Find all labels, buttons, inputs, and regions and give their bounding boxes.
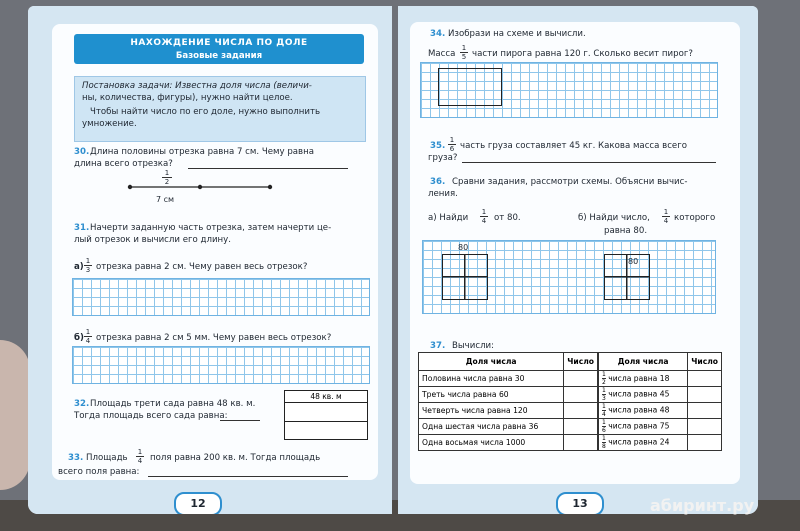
table-row bbox=[419, 435, 598, 451]
left-page bbox=[28, 6, 392, 514]
task-text: которого bbox=[674, 213, 716, 223]
table-row bbox=[599, 419, 722, 435]
right-page bbox=[398, 6, 758, 514]
grid-answer-area[interactable] bbox=[72, 346, 370, 384]
task-text: Тогда площадь всего сада равна: bbox=[74, 411, 228, 421]
fraction: $\frac{1}{4}$ bbox=[85, 328, 91, 345]
cell: Половина числа равна 30 bbox=[419, 371, 564, 387]
page-number: 13 bbox=[556, 492, 604, 514]
task-text: Вычисли: bbox=[452, 341, 495, 351]
fraction: $\frac{1}{4}$ bbox=[481, 208, 487, 225]
task-text: Сравни задания, рассмотри схемы. Объясни вычис- bbox=[452, 177, 688, 187]
table-row bbox=[599, 403, 722, 419]
segment-label: 7 см bbox=[156, 195, 175, 204]
table-right bbox=[598, 352, 722, 451]
info-line: ны, количества, фигуры), нужно найти целое. bbox=[82, 93, 293, 103]
cell: Треть числа равна 60 bbox=[419, 387, 564, 403]
watermark: абиринт.ру bbox=[650, 496, 755, 515]
task-text: груза? bbox=[428, 153, 458, 163]
table-row bbox=[419, 419, 598, 435]
fraction: $\frac{1}{2}$ bbox=[162, 169, 172, 186]
column-header: Число bbox=[564, 353, 598, 371]
task-text: всего поля равна: bbox=[58, 467, 140, 477]
table-row bbox=[599, 371, 722, 387]
answer-cell[interactable] bbox=[564, 403, 598, 419]
task-number: 30. bbox=[74, 147, 90, 157]
task-number: 35. bbox=[430, 141, 446, 151]
scheme-square-a bbox=[442, 254, 488, 300]
task-number: 33. bbox=[68, 453, 84, 463]
page-number: 12 bbox=[174, 492, 222, 514]
subtask-label: а) bbox=[74, 262, 84, 272]
info-line: умножение. bbox=[82, 119, 137, 129]
table-row bbox=[599, 435, 722, 451]
answer-cell[interactable] bbox=[688, 371, 722, 387]
answer-cell[interactable] bbox=[564, 419, 598, 435]
segment-diagram bbox=[126, 182, 276, 192]
task-text: лый отрезок и вычисли его длину. bbox=[74, 235, 231, 245]
task-text: от 80. bbox=[494, 213, 521, 223]
task-text: части пирога равна 120 г. Сколько весит пирог? bbox=[472, 49, 693, 59]
subtask-label: б) bbox=[74, 333, 84, 343]
answer-cell[interactable] bbox=[688, 419, 722, 435]
cell: $\frac{1}{3}$ числа равна 45 bbox=[599, 387, 688, 403]
task-text: б) Найди число, bbox=[578, 213, 650, 223]
fraction: $\frac{1}{4}$ bbox=[663, 208, 669, 225]
area-diagram: 48 кв. м bbox=[284, 390, 368, 440]
answer-cell[interactable] bbox=[564, 371, 598, 387]
table-row bbox=[419, 387, 598, 403]
task-text: Длина половины отрезка равна 7 см. Чему равна bbox=[90, 147, 315, 157]
answer-line[interactable] bbox=[220, 420, 260, 421]
task-text: Площадь bbox=[86, 453, 128, 463]
cell: Четверть числа равна 120 bbox=[419, 403, 564, 419]
answer-line[interactable] bbox=[462, 162, 716, 163]
task-number: 34. bbox=[430, 29, 446, 39]
task-text: отрезка равна 2 см. Чему равен весь отрезок? bbox=[96, 262, 308, 272]
answer-line[interactable] bbox=[188, 168, 348, 169]
task-text: Начерти заданную часть отрезка, затем начерти це- bbox=[90, 223, 332, 233]
task-number: 37. bbox=[430, 341, 446, 351]
task-text: часть груза составляет 45 кг. Какова масса всего bbox=[460, 141, 687, 151]
column-header: Доля числа bbox=[599, 353, 688, 371]
task-text: ления. bbox=[428, 189, 458, 199]
task-text: Масса bbox=[428, 49, 456, 59]
cell: $\frac{1}{8}$ числа равна 24 bbox=[599, 435, 688, 451]
scheme-label: 80 bbox=[628, 257, 639, 266]
cell: Одна шестая числа равна 36 bbox=[419, 419, 564, 435]
cell: $\frac{1}{6}$ числа равна 75 bbox=[599, 419, 688, 435]
fraction: $\frac{1}{6}$ bbox=[449, 136, 455, 153]
task-text: Изобрази на схеме и вычисли. bbox=[448, 29, 586, 39]
answer-cell[interactable] bbox=[564, 435, 598, 451]
column-header: Доля числа bbox=[419, 353, 564, 371]
table-row bbox=[419, 371, 598, 387]
task-number: 36. bbox=[430, 177, 446, 187]
task-text: отрезка равна 2 см 5 мм. Чему равен весь отрезок? bbox=[96, 333, 332, 343]
table-left bbox=[418, 352, 598, 451]
cell: $\frac{1}{2}$ числа равна 18 bbox=[599, 371, 688, 387]
fraction: $\frac{1}{5}$ bbox=[461, 44, 467, 61]
section-title: НАХОЖДЕНИЕ ЧИСЛА ПО ДОЛЕ bbox=[130, 38, 308, 48]
cell: Одна восьмая числа 1000 bbox=[419, 435, 564, 451]
task-text: а) Найди bbox=[428, 213, 469, 223]
task-text: равна 80. bbox=[604, 226, 648, 236]
fraction: $\frac{1}{4}$ bbox=[137, 448, 143, 465]
scheme-square-b bbox=[604, 254, 650, 300]
task-number: 32. bbox=[74, 399, 90, 409]
info-line: Постановка задачи: Известна доля числа (величи- bbox=[82, 81, 312, 91]
reader-hand bbox=[0, 340, 30, 490]
scheme-rectangle bbox=[438, 68, 502, 106]
scheme-label: 80 bbox=[458, 243, 469, 252]
fraction: $\frac{1}{3}$ bbox=[85, 257, 91, 274]
task-number: 31. bbox=[74, 223, 90, 233]
answer-cell[interactable] bbox=[688, 387, 722, 403]
column-header: Число bbox=[688, 353, 722, 371]
grid-answer-area[interactable] bbox=[72, 278, 370, 316]
answer-cell[interactable] bbox=[688, 403, 722, 419]
answer-cell[interactable] bbox=[688, 435, 722, 451]
table-row bbox=[419, 403, 598, 419]
section-subtitle: Базовые задания bbox=[175, 51, 263, 61]
answer-line[interactable] bbox=[148, 476, 348, 477]
cell: $\frac{1}{4}$ числа равна 48 bbox=[599, 403, 688, 419]
task-text: Площадь трети сада равна 48 кв. м. bbox=[90, 399, 256, 409]
table-row bbox=[599, 387, 722, 403]
answer-cell[interactable] bbox=[564, 387, 598, 403]
info-line: Чтобы найти число по его доле, нужно выполнить bbox=[90, 107, 321, 117]
task-text: поля равна 200 кв. м. Тогда площадь bbox=[150, 453, 321, 463]
task-text: длина всего отрезка? bbox=[74, 159, 173, 169]
section-header bbox=[74, 34, 364, 64]
